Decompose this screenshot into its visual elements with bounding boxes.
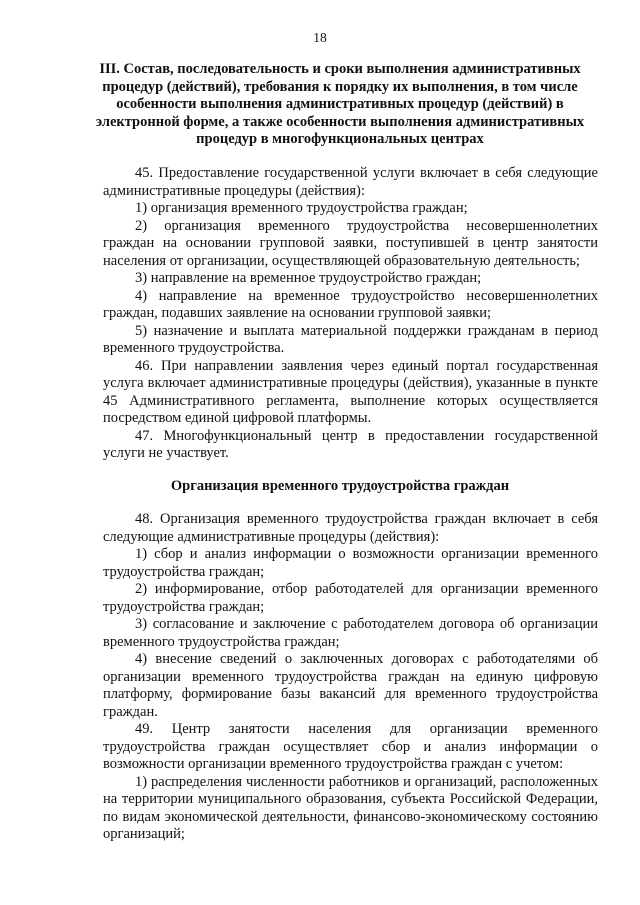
chapter-heading-line: электронной форме, а также особенности выполнения административных <box>95 113 585 130</box>
paragraph-45: 45. Предоставление государственной услуги включает в себя следующие административные процедуры (действия): <box>103 165 598 199</box>
section-title: Организация временного трудоустройства граждан <box>170 478 510 494</box>
chapter-heading <box>80 61 600 149</box>
organization-section <box>103 511 598 844</box>
list-item: 2) организация временного трудоустройства несовершеннолетних граждан на основании групповой заявки, поступившей в центр занятости населения от организации, осуществляющей образовательную деятельность; <box>103 217 598 269</box>
chapter-heading-line: особенности выполнения административных процедур (действий) в <box>116 96 564 112</box>
chapter-heading-line: процедур (действий), требования к порядку их выполнения, в том числе <box>102 78 578 95</box>
list-item: 3) согласование и заключение с работодателем договора об организации временного трудоустройства граждан; <box>103 616 598 650</box>
paragraph-48: 48. Организация временного трудоустройства граждан включает в себя следующие административные процедуры (действия): <box>103 511 598 545</box>
paragraph-47: 47. Многофункциональный центр в предоставлении государственной услуги не участвует. <box>103 427 598 461</box>
paragraph-49: 49. Центр занятости населения для организации временного трудоустройства граждан осуществляет сбор и анализ информации о возможности организации временного трудоустройства граждан с учетом: <box>103 721 598 772</box>
list-item: 1) сбор и анализ информации о возможности организации временного трудоустройства граждан; <box>103 546 598 580</box>
list-item: 1) распределения численности работников и организаций, расположенных на территории муниципального образования, субъекта Российской Федерации, по видам экономической деятельности, финансово-экономическому состоянию организаций; <box>103 773 598 842</box>
chapter-heading-line: процедур в многофункциональных центрах <box>196 131 484 147</box>
procedures-list <box>103 165 598 463</box>
paragraph-46: 46. При направлении заявления через единый портал государственная услуга включает административные процедуры (действия), указанные в пункте 45 Административного регламента, выполнение которых осуществляется посредством единой цифровой платформы. <box>103 357 598 426</box>
list-item: 4) внесение сведений о заключенных договорах с работодателями об организации временного трудоустройства граждан на единую цифровую платформу, формирование базы вакансий для временного трудоустройства граждан. <box>103 651 598 720</box>
page-number: 18 <box>313 30 327 45</box>
list-item: 3) направление на временное трудоустройство граждан; <box>135 270 482 286</box>
list-item: 4) направление на временное трудоустройство несовершеннолетних граждан, подавших заявление на основании групповой заявки; <box>103 287 598 321</box>
list-item: 1) организация временного трудоустройства граждан; <box>135 200 468 216</box>
list-item: 2) информирование, отбор работодателей для организации временного трудоустройства граждан; <box>103 581 598 615</box>
chapter-heading-line: III. Состав, последовательность и сроки выполнения административных <box>99 61 581 77</box>
list-item: 5) назначение и выплата материальной поддержки гражданам в период временного трудоустройства. <box>103 322 598 356</box>
